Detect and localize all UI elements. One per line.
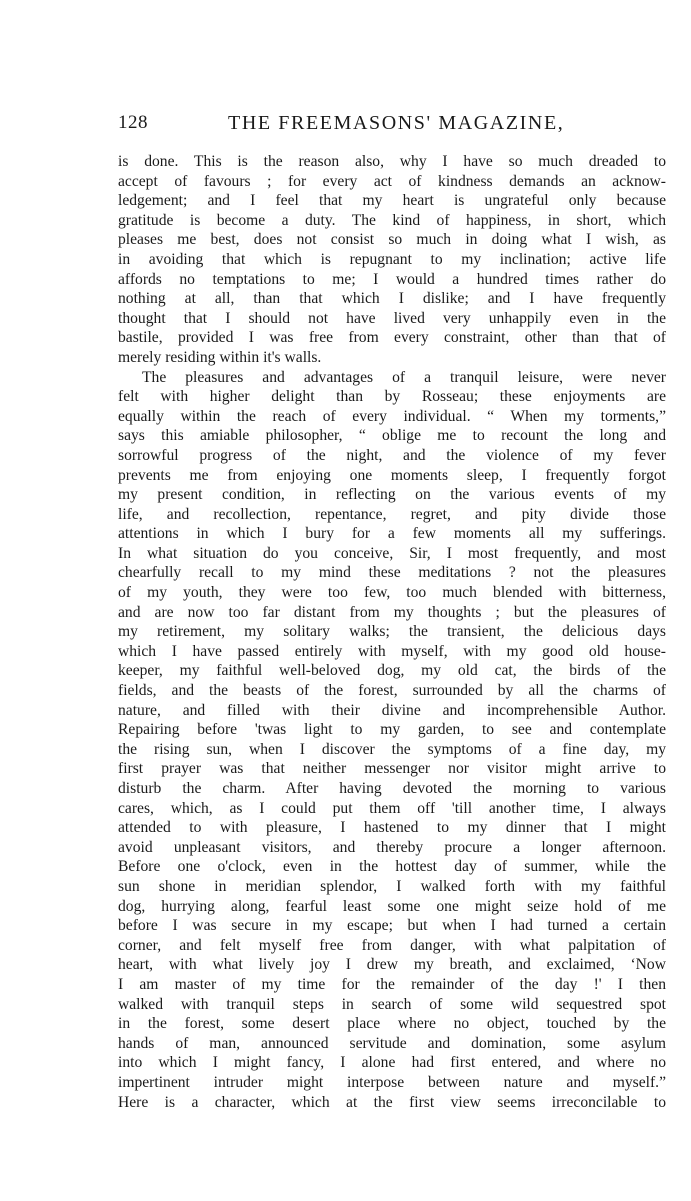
text-line: the rising sun, when I discover the symptoms of a fine day, my (118, 740, 666, 758)
text-line: nature, and filled with their divine and incomprehensible Author. (118, 701, 666, 719)
magazine-title: THE FREEMASONS' MAGAZINE, (228, 112, 565, 134)
text-line: felt with higher delight than by Rosseau; these enjoyments are (118, 388, 666, 406)
text-line: merely residing within it's walls. (118, 348, 322, 366)
text-line: pleases me best, does not consist so much in doing what I wish, as (118, 231, 666, 249)
text-line: accept of favours ; for every act of kindness demands an acknow- (118, 172, 666, 190)
text-line: is done. This is the reason also, why I have so much dreaded to (118, 153, 666, 170)
article-text (118, 152, 666, 1112)
text-line: prevents me from enjoying one moments sleep, I frequently forgot (118, 466, 666, 484)
text-line: says this amiable philosopher, “ oblige me to recount the long and (118, 427, 666, 445)
text-line: Here is a character, which at the first view seems irreconcilable to (118, 1093, 666, 1111)
text-line: keeper, my faithful well-beloved dog, my old cat, the birds of the (118, 662, 666, 680)
text-line: equally within the reach of every individual. “ When my torments,” (118, 407, 666, 425)
text-line: first prayer was that neither messenger nor visitor might arrive to (118, 760, 666, 778)
text-line: attended to with pleasure, I hastened to my dinner that I might (118, 819, 666, 837)
text-line: nothing at all, than that which I dislike; and I have frequently (118, 290, 666, 308)
text-line: chearfully recall to my mind these meditations ? not the pleasures (118, 564, 666, 582)
text-line: of my youth, they were too few, too much blended with bitterness, (118, 584, 666, 602)
text-line: which I have passed entirely with myself, with my good old house- (118, 642, 666, 660)
text-line: ledgement; and I feel that my heart is ungrateful only because (118, 192, 666, 210)
page-number: 128 (118, 112, 148, 133)
text-line: gratitude is become a duty. The kind of happiness, in short, which (118, 211, 666, 229)
text-line: attentions in which I bury for a few moments all my sufferings. (118, 525, 666, 543)
running-head (118, 112, 666, 142)
text-line: Before one o'clock, even in the hottest day of summer, while the (118, 858, 666, 876)
paragraph-start-line: The pleasures and advantages of a tranquil leisure, were never (142, 368, 666, 386)
text-line: I am master of my time for the remainder of the day !' I then (118, 975, 666, 993)
text-line: affords no temptations to me; I would a hundred times rather do (118, 270, 666, 288)
text-line: sun shone in meridian splendor, I walked forth with my faithful (118, 877, 666, 895)
text-line: walked with tranquil steps in search of some wild sequestred spot (118, 995, 666, 1013)
text-line: sorrowful progress of the night, and the violence of my fever (118, 446, 666, 464)
text-line: my retirement, my solitary walks; the transient, the delicious days (118, 623, 666, 641)
text-line: my present condition, in reflecting on the various events of my (118, 486, 666, 504)
text-line: disturb the charm. After having devoted the morning to various (118, 780, 666, 797)
text-line: avoid unpleasant visitors, and thereby procure a longer afternoon. (118, 838, 666, 856)
text-line: bastile, provided I was free from every constraint, other than that of (118, 329, 666, 347)
text-line: Repairing before 'twas light to my garden, to see and contemplate (118, 721, 666, 739)
text-line: corner, and felt myself free from danger, with what palpitation of (118, 936, 666, 954)
text-line: hands of man, announced servitude and domination, some asylum (118, 1034, 666, 1052)
text-line: fields, and the beasts of the forest, surrounded by all the charms of (118, 682, 666, 700)
text-line: cares, which, as I could put them off 'till another time, I always (118, 799, 666, 817)
text-line: and are now too far distant from my thoughts ; but the pleasures of (118, 603, 666, 621)
text-line: heart, with what lively joy I drew my breath, and exclaimed, ‘Now (118, 956, 666, 974)
text-line: in the forest, some desert place where no object, touched by the (118, 1015, 666, 1033)
text-line: in avoiding that which is repugnant to my inclination; active life (118, 250, 666, 268)
text-line: before I was secure in my escape; but when I had turned a certain (118, 917, 666, 935)
text-line: into which I might fancy, I alone had first entered, and where no (118, 1054, 666, 1072)
text-line: In what situation do you conceive, Sir, I most frequently, and most (118, 544, 666, 562)
text-line: life, and recollection, repentance, regret, and pity divide those (118, 505, 666, 523)
text-line: impertinent intruder might interpose between nature and myself.” (118, 1073, 666, 1091)
text-line: dog, hurrying along, fearful least some one might seize hold of me (118, 897, 666, 915)
text-line: thought that I should not have lived very unhappily even in the (118, 309, 666, 327)
